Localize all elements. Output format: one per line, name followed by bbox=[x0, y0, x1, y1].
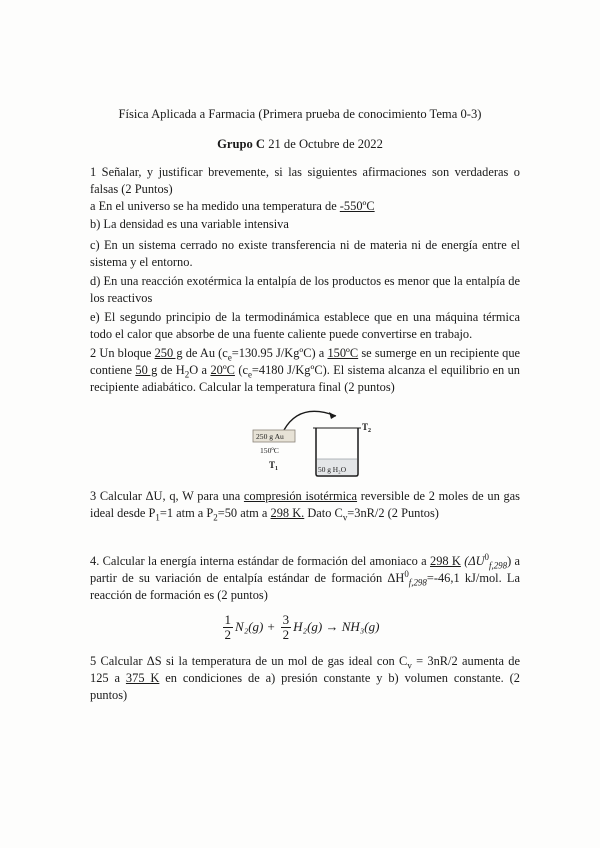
q3-t1: 3 Calcular ΔU, q, W para una bbox=[90, 489, 241, 503]
frac-num-2: 3 bbox=[282, 612, 290, 627]
group-date bbox=[0, 136, 600, 153]
q5-sub-v: v bbox=[407, 660, 412, 671]
q1-a-text: a En el universo se ha medido una temperatura de bbox=[90, 199, 337, 213]
frac-half bbox=[223, 613, 234, 643]
q2-mass: 250 g bbox=[154, 346, 183, 360]
q4-text bbox=[90, 553, 520, 604]
arrow-head-icon bbox=[329, 412, 336, 419]
q4-sub-a: f,298 bbox=[489, 560, 508, 571]
q3-text bbox=[90, 488, 520, 522]
q3-t5: Dato C bbox=[307, 505, 343, 520]
q3-sub-1: 1 bbox=[155, 512, 160, 523]
q4-sup-b: 0 bbox=[404, 568, 409, 579]
formation-equation bbox=[0, 613, 600, 643]
q5-t2: = 3nR/2 aumenta de 125 a bbox=[90, 654, 520, 685]
q2-t1: Un bloque bbox=[99, 346, 152, 360]
q2-t5: de H bbox=[160, 362, 185, 377]
q3-compression: compresión isotérmica bbox=[243, 489, 358, 503]
q1-item-d: d) En una reacción exotérmica la entalpía de los productos es menor que la entalpía de los reactivos bbox=[90, 274, 520, 305]
group-label: Grupo C bbox=[217, 137, 266, 151]
block-temp: 150ºC bbox=[260, 446, 279, 455]
q2-text bbox=[90, 345, 520, 396]
q4-sub-b: f,298 bbox=[408, 577, 427, 588]
q2-temp2: 20ºC bbox=[210, 362, 235, 377]
q2-t8: =4180 J/KgºC). El sistema alcanza el equilibrio en un recipiente adiabático. Calcular la temperatura final (2 puntos) bbox=[90, 362, 520, 394]
q1-a-value: -550ºC bbox=[339, 199, 375, 213]
q2-mass2: 50 g bbox=[135, 362, 158, 377]
q4-sup-a: 0 bbox=[484, 551, 489, 562]
q1-item-a bbox=[90, 198, 520, 215]
q5-temp: 375 K bbox=[125, 670, 160, 685]
q2-t2: de Au (c bbox=[185, 346, 228, 360]
block-label: 250 g Au bbox=[256, 432, 284, 441]
q5-text bbox=[90, 653, 520, 704]
q2-temp1: 150ºC bbox=[327, 346, 359, 360]
q5-t1: 5 Calcular ΔS si la temperatura de un mol de gas ideal con C bbox=[90, 654, 408, 668]
q3-sub-v: v bbox=[342, 512, 348, 523]
t1-sub: 1 bbox=[275, 466, 278, 472]
q4-t4: =-46,1 kJ/mol. La reacción de formación es (2 puntos) bbox=[90, 570, 520, 602]
exam-date: 21 de Octubre de 2022 bbox=[268, 137, 383, 151]
page-title: Física Aplicada a Farmacia (Primera prueba de conocimiento Tema 0-3) bbox=[118, 107, 482, 121]
q4-t3: ) a partir de su variación de entalpía estándar de formación ΔH bbox=[90, 554, 521, 585]
t2-label: T bbox=[362, 422, 369, 432]
q1-item-b: b) La densidad es una variable intensiva bbox=[90, 217, 289, 231]
q3-t6: =3nR/2 (2 Puntos) bbox=[347, 505, 439, 520]
q5-t3: en condiciones de a) presión constante y b) volumen constante. (2 puntos) bbox=[90, 670, 520, 702]
q2-sub-e: e bbox=[227, 352, 232, 363]
q4-t2: (ΔU bbox=[464, 554, 485, 568]
water-label: 50 g H₂O bbox=[318, 465, 347, 474]
q1-intro: 1 Señalar, y justificar brevemente, si las siguientes afirmaciones son verdaderas o falsas (2 Puntos) bbox=[90, 165, 520, 196]
t2-sub: 2 bbox=[368, 428, 371, 434]
q3-temp: 298 K. bbox=[270, 505, 305, 520]
q2-t3: =130.95 J/KgºC) a bbox=[231, 346, 325, 360]
q2-sub-e2: e bbox=[247, 369, 252, 380]
frac-den-1: 2 bbox=[224, 627, 232, 643]
q2-t4: se sumerge en un recipiente que contiene bbox=[90, 346, 521, 377]
q3-t3: =1 atm a P bbox=[159, 505, 214, 520]
q4-t1: 4. Calcular la energía interna estándar de formación del amoniaco a bbox=[90, 554, 427, 568]
q4-temp: 298 K bbox=[430, 554, 461, 568]
eq-h2-nh3: H₂(g) → NH₃(g) bbox=[293, 618, 380, 634]
eq-n2: N₂(g) + bbox=[235, 618, 276, 634]
t1-label: T bbox=[269, 460, 276, 470]
q3-t2: reversible de 2 moles de un gas ideal desde P bbox=[90, 489, 520, 520]
q2-t6: O a bbox=[189, 362, 208, 377]
frac-three-halves bbox=[281, 613, 292, 643]
q2-t7: (c bbox=[238, 362, 248, 377]
transfer-arrow bbox=[284, 411, 336, 430]
q3-t4: =50 atm a bbox=[217, 505, 268, 520]
frac-num-1: 1 bbox=[224, 612, 232, 627]
q1-item-c: c) En un sistema cerrado no existe transferencia ni de materia ni de energía entre el sistema y el entorno. bbox=[90, 238, 520, 269]
frac-den-2: 2 bbox=[282, 627, 290, 643]
q2-sub-2: 2 bbox=[184, 369, 190, 380]
q3-sub-2: 2 bbox=[213, 512, 218, 523]
q1-item-e: e) El segundo principio de la termodinámica establece que en una máquina térmica todo el calor que absorbe de una fuente caliente puede convertirse en trabajo. bbox=[90, 310, 520, 341]
q2-number: 2 bbox=[90, 346, 97, 360]
calorimeter-diagram bbox=[250, 404, 380, 480]
